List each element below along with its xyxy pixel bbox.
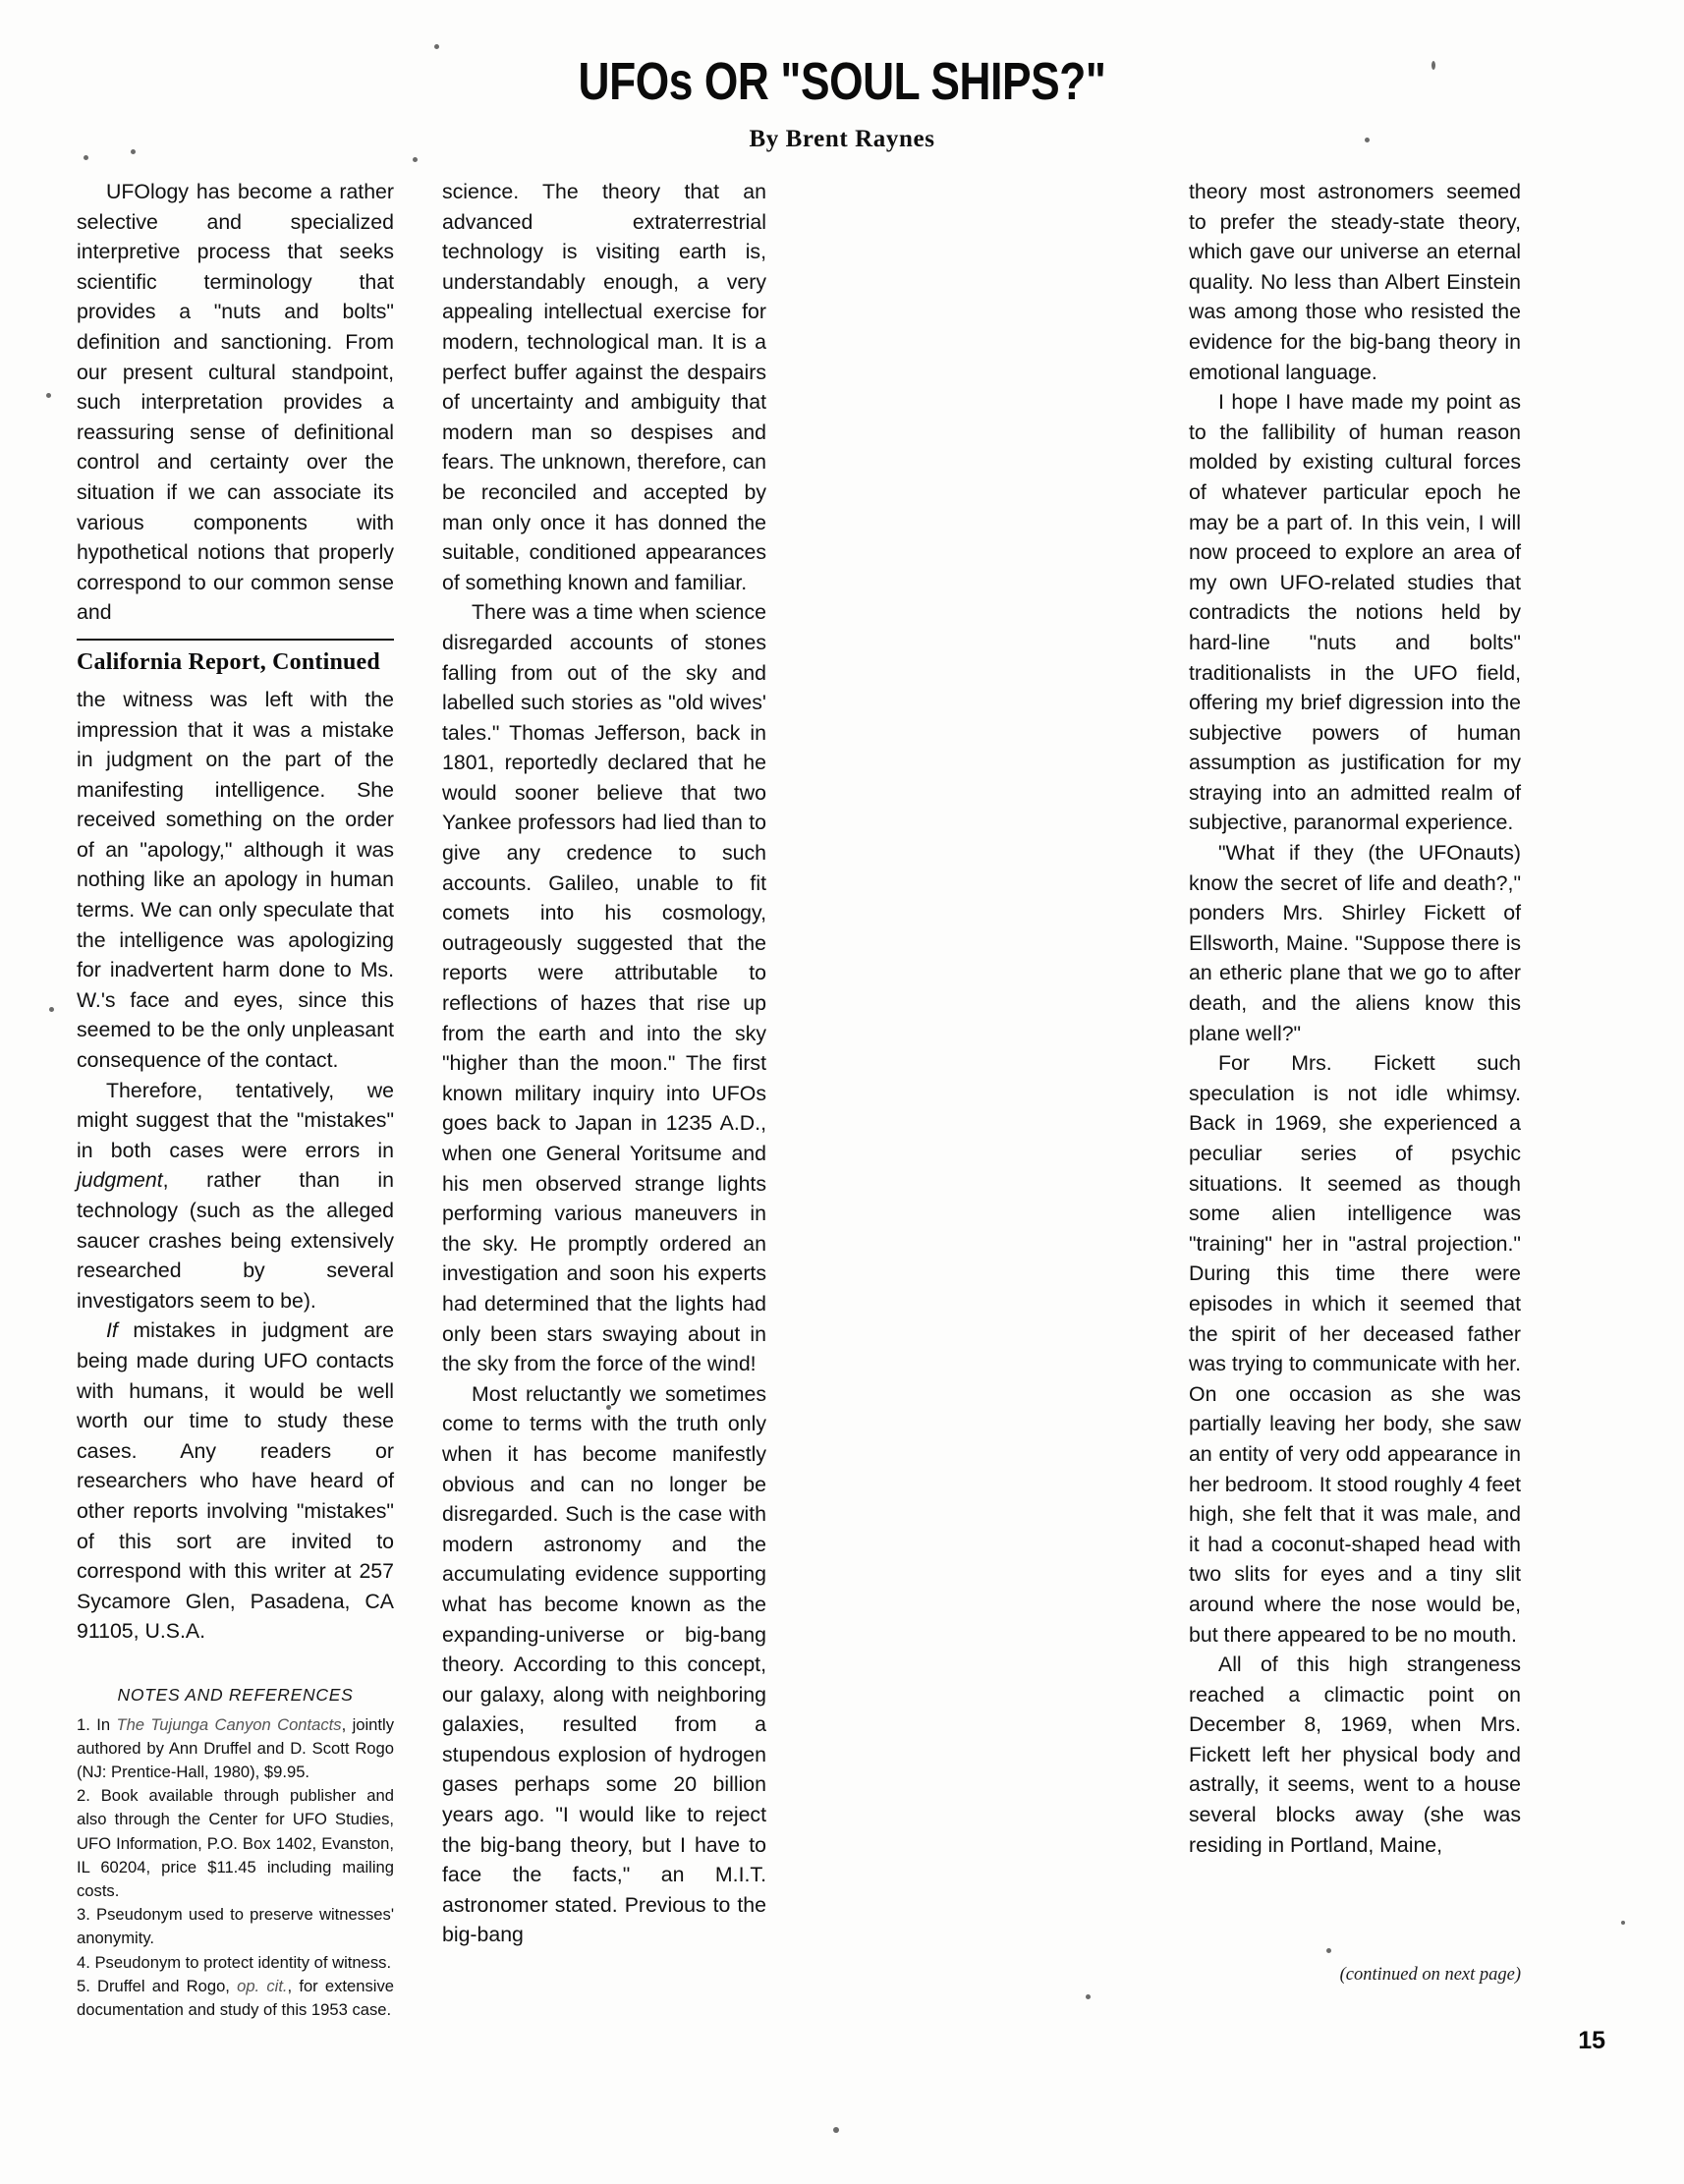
article-byline: By Brent Raynes (749, 126, 935, 152)
scan-speck (1086, 1994, 1091, 1999)
page-number: 15 (1578, 2027, 1605, 2054)
note-item (77, 1713, 394, 1785)
scan-speck (434, 44, 439, 49)
continued-note: (continued on next page) (1339, 1965, 1521, 1985)
paragraph (77, 1076, 394, 1316)
paragraph (77, 1316, 394, 1647)
note-part: 5. Druffel and Rogo, (77, 1976, 238, 1995)
paragraph-part: , rather than in technology (such as the alleged saucer crashes being extensively researched by several investigators seem to be). (77, 1168, 394, 1313)
paragraph: For Mrs. Fickett such speculation is not idle whimsy. Back in 1969, she experienced a peculiar series of psychic situations. It seemed as though some alien intelligence was "training" her in "astral projection." During this time there were episodes in which it seemed that the spirit of her deceased father was trying to communicate with her. On one occasion as she was partially leaving her body, she saw an entity of very odd appearance in her bedroom. It stood roughly 4 feet high, she felt that it was male, and it had a coconut-shaped head with two slits for eyes and a tiny slit around where the nose would be, but there appeared to be no mouth. (1189, 1051, 1521, 1647)
note-item: 3. Pseudonym used to preserve witnesses' anonymity. (77, 1905, 394, 1948)
paragraph: I hope I have made my point as to the fallibility of human reason molded by existing cultural forces of whatever particular epoch he may be a part of. In this vein, I will now proceed to explore an area of my own UFO-related studies that contradicts the notions held by hard-line "nuts and bolts" traditionalists in the UFO field, offering my brief digression into the subjective powers of human assumption as justification for my straying into an admitted realm of subjective, paranormal experience. (1189, 390, 1521, 835)
paragraph: Most reluctantly we sometimes come to terms with the truth only when it has become manifestly obvious and can no longer be disregarded. Such is the case with modern astronomy and the accumulating evidence supporting what has become known as the expanding-universe or big-bang theory. According to this concept, our galaxy, along with neighboring galaxies, resulted from a stupendous explosion of hydrogen gases perhaps some 20 billion years ago. "I would like to reject the big-bang theory, but I have to face the facts," an M.I.T. astronomer stated. Previous to the big-bang (442, 1381, 766, 1947)
paragraph: UFOlogy has become a rather selective and specialized interpretive process that seeks scientific terminology that provides a "nuts and bolts" definition and sanctioning. From our present cultural standpoint, such interpretation provides a reassuring sense of definitional control and certainty over the situation if we can associate its various components with hypothetical notions that properly correspond to our common sense and (77, 180, 394, 625)
paragraph: theory most astronomers seemed to prefer the steady-state theory, which gave our universe an eternal quality. No less than Albert Einstein was among those who resisted the evidence for the big-bang theory in emotional language. (1189, 180, 1521, 384)
section-divider (77, 639, 394, 641)
italic-term: If (106, 1318, 118, 1343)
column-two (442, 177, 766, 1950)
paragraph: There was a time when science disregarded accounts of stones falling from out of the sky and labelled such stories as "old wives' tales." Thomas Jefferson, back in 1801, reportedly declared that he would sooner believe that two Yankee professors had lied than to give any credence to such accounts. Galileo, unable to fit comets into his cosmology, outrageously suggested that the reports were attributable to reflections of hazes that rise up from the earth and into the sky "higher than the moon." The first known military inquiry into UFOs goes back to Japan in 1235 A.D., when one General Yoritsume and his men observed strange lights performing various maneuvers in the sky. He promptly ordered an investigation and soon his experts had determined that the lights had only been stars swaying about in the sky from the force of the wind! (442, 600, 766, 1376)
italic-title: The Tujunga Canyon Contacts (116, 1714, 342, 1734)
paragraph: the witness was left with the impression that it was a mistake in judgment on the part of the manifesting intelligence. She received something on the order of an "apology," although it was nothing like an apology in human terms. We can only speculate that the intelligence was apologizing for inadvertent harm done to Ms. W.'s face and eyes, since this seemed to be the only unpleasant consequence of the contact. (77, 687, 394, 1073)
paragraph: All of this high strangeness reached a climactic point on December 8, 1969, when Mrs. Fickett left her physical body and astrally, it seems, went to a house several blocks away (she was residing in Portland, Maine, (1189, 1652, 1521, 1857)
note-item: 4. Pseudonym to protect identity of witness. (77, 1952, 392, 1972)
scan-speck (46, 393, 51, 398)
scan-speck (1326, 1948, 1331, 1953)
paragraph-part: mistakes in judgment are being made during UFO contacts with humans, it would be well worth our time to study these cases. Any readers or researchers who have heard of other reports involving "mistakes" of this sort are invited to correspond with this writer at 257 Sycamore Glen, Pasadena, CA 91105, U.S.A. (77, 1318, 394, 1644)
italic-term: op. cit. (237, 1976, 288, 1995)
paragraph: "What if they (the UFOnauts) know the secret of life and death?," ponders Mrs. Shirley Fickett of Ellsworth, Maine. "Suppose there is an etheric plane that we go to after death, and the aliens know this plane well?" (1189, 841, 1521, 1045)
note-part: , jointly authored by Ann Druffel and D. Scott Rogo (NJ: Prentice-Hall, 1980), $9.95. (77, 1714, 394, 1781)
note-part: 1. In (77, 1714, 117, 1734)
column-one (77, 177, 394, 2022)
scan-speck (413, 157, 418, 162)
note-item: 2. Book available through publisher and also through the Center for UFO Studies, UFO Information, P.O. Box 1402, Evanston, IL 60204, price $11.45 including mailing costs. (77, 1786, 394, 1900)
column-three (1189, 177, 1521, 1860)
scan-speck (1621, 1921, 1625, 1925)
paragraph-part: Therefore, tentatively, we might suggest that the "mistakes" in both cases were errors in (77, 1078, 394, 1162)
section-subhead: California Report, Continued (77, 648, 380, 675)
italic-term: judgment (77, 1168, 163, 1193)
scan-speck (49, 1007, 54, 1012)
note-part: , for extensive documentation and study of this 1953 case. (77, 1976, 394, 2019)
page-title: UFOs OR "SOUL SHIPS?" (578, 52, 1106, 111)
scan-speck (833, 2127, 839, 2133)
notes-list (77, 1713, 394, 2023)
notes-heading: NOTES AND REFERENCES (117, 1684, 354, 1705)
paragraph: science. The theory that an advanced extraterrestrial technology is visiting earth is, understandably enough, a very appealing intellectual exercise for modern, technological man. It is a perfect buffer against the despairs of uncertainty and ambiguity that modern man so despises and fears. The unknown, therefore, can be reconciled and accepted by man only once it has donned the suitable, conditioned appearances of something known and familiar. (442, 180, 766, 594)
scan-speck (84, 155, 88, 160)
note-item (77, 1975, 394, 2022)
